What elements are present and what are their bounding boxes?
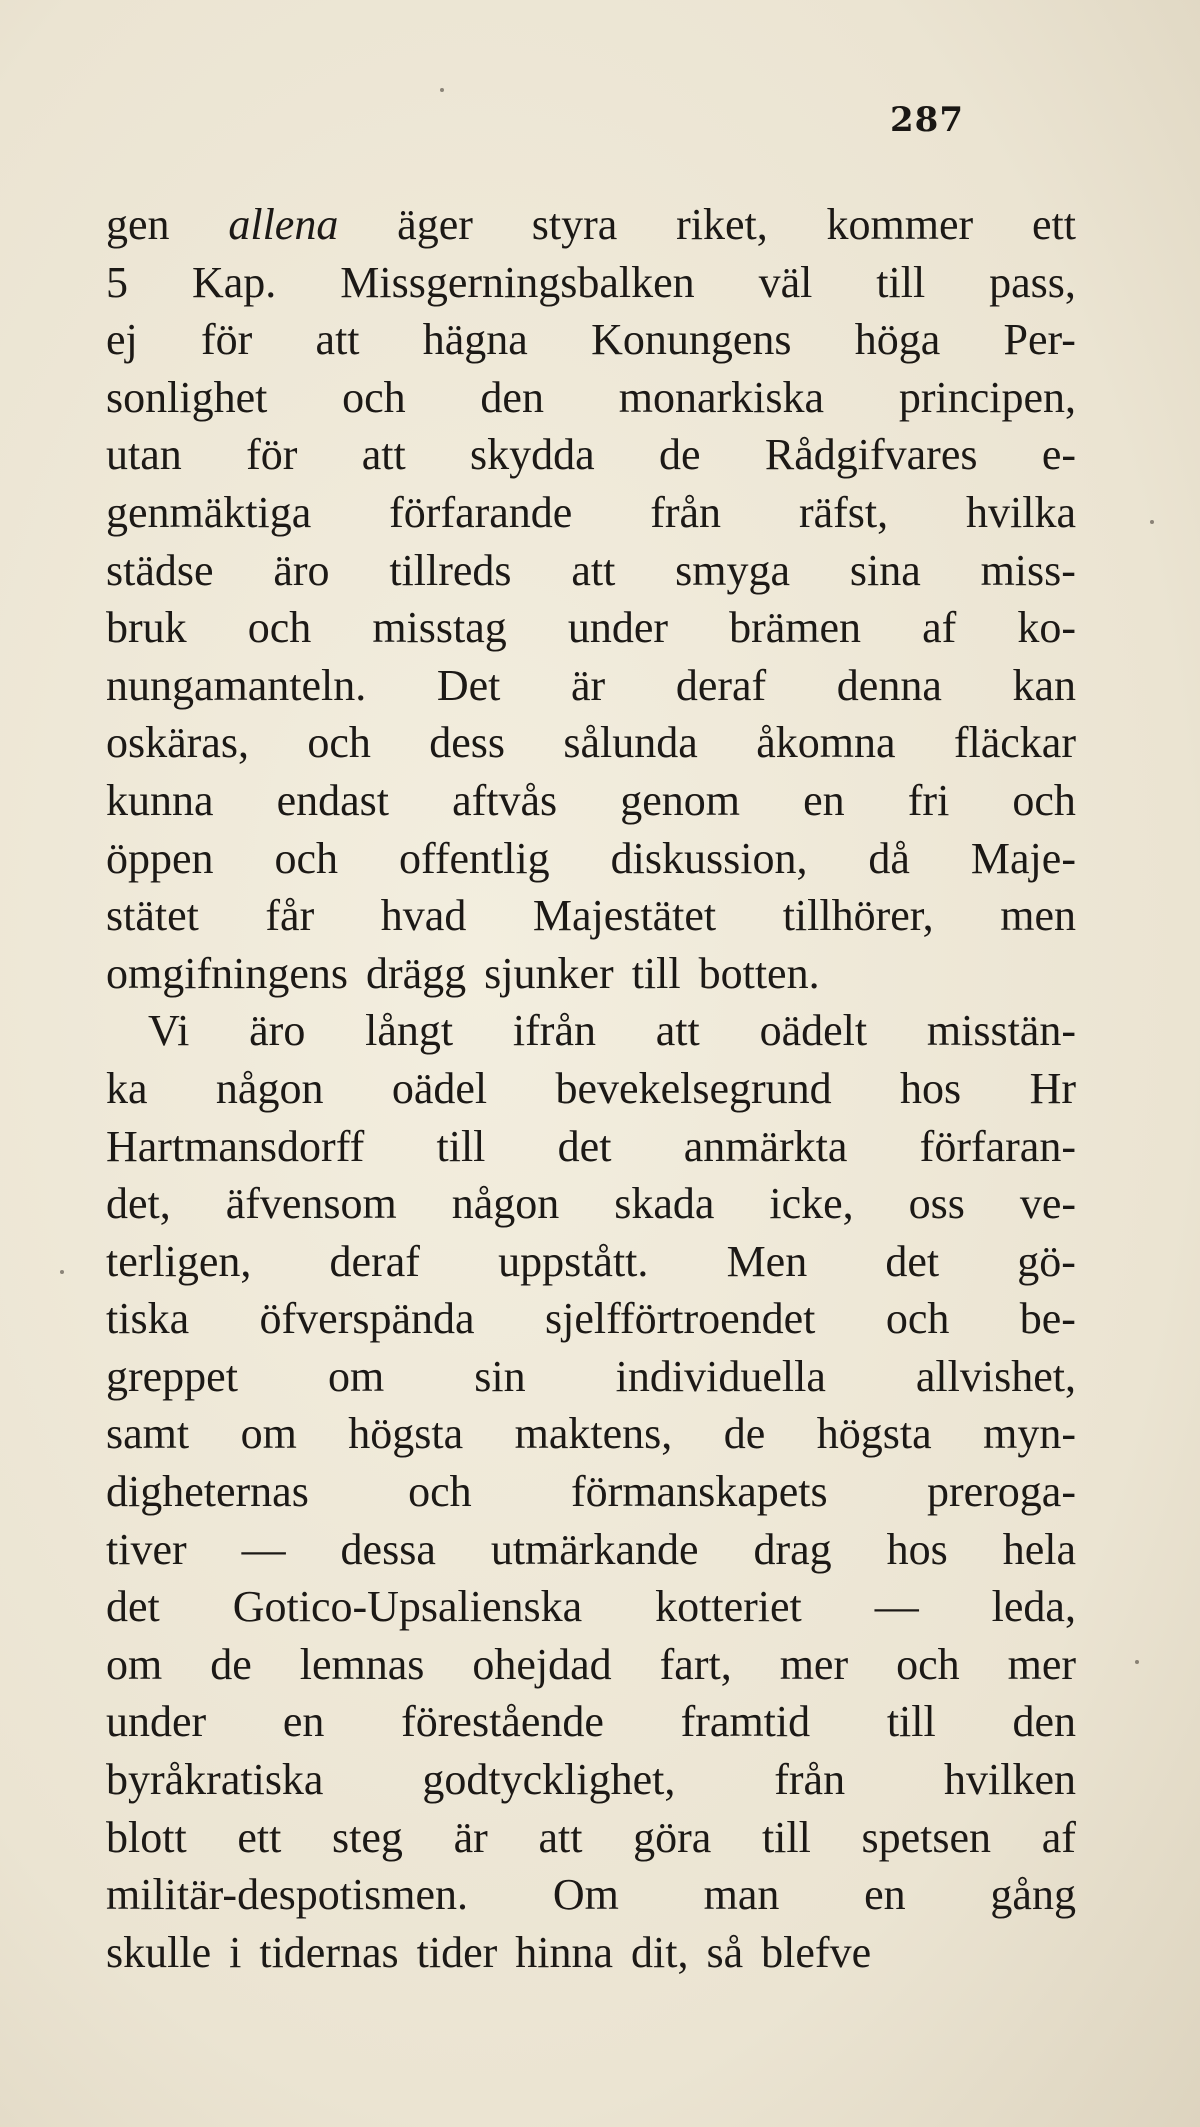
word: öfverspända	[259, 1294, 475, 1344]
word: och	[342, 372, 406, 422]
word: allvishet,	[915, 1351, 1076, 1401]
word: hinna	[515, 1927, 614, 1977]
word: att	[655, 1006, 700, 1056]
word: oädelt	[759, 1006, 868, 1056]
word: misstag	[372, 603, 507, 653]
word: framtid	[680, 1697, 811, 1747]
word: hos	[900, 1063, 962, 1113]
word: oss	[908, 1179, 965, 1229]
word: och	[896, 1639, 960, 1689]
word: Vi	[148, 1006, 190, 1056]
word: kan	[1012, 660, 1076, 710]
word: högsta	[348, 1409, 464, 1459]
text-line	[106, 1866, 1076, 1924]
word: Hr	[1029, 1063, 1076, 1113]
word: Per-	[1003, 315, 1076, 365]
text-line	[106, 1751, 1076, 1809]
word: sonlighet	[106, 372, 268, 422]
word: tiska	[106, 1294, 190, 1344]
word: åkomna	[756, 718, 896, 768]
word: dess	[429, 718, 506, 768]
word: äger	[397, 200, 473, 249]
word: att	[361, 430, 406, 480]
word: om	[327, 1351, 385, 1401]
word: —	[874, 1582, 919, 1632]
page-number: 287	[890, 100, 964, 140]
text-line	[106, 426, 1076, 484]
word: till	[886, 1697, 936, 1747]
word: brämen	[729, 603, 862, 653]
word: styra	[531, 200, 618, 249]
word: miss-	[980, 545, 1076, 595]
text-line	[106, 1809, 1076, 1867]
word: be-	[1019, 1294, 1076, 1344]
text-line	[106, 311, 1076, 369]
word: hvad	[380, 891, 467, 941]
text-line	[106, 1060, 1076, 1118]
word: om	[106, 1639, 163, 1689]
word: men	[1000, 891, 1076, 941]
word: räfst,	[798, 487, 889, 537]
word: Hartmansdorff	[106, 1121, 365, 1171]
word: af	[922, 603, 957, 653]
text-line	[106, 484, 1076, 542]
word: öppen	[106, 833, 214, 883]
word: ohejdad	[472, 1639, 612, 1689]
word: och	[885, 1294, 950, 1344]
word: långt	[365, 1006, 454, 1056]
text-line	[106, 1521, 1076, 1579]
word: hos	[886, 1524, 948, 1574]
word: offentlig	[398, 833, 550, 883]
word: allena	[228, 200, 339, 249]
word: är	[453, 1812, 488, 1862]
word: utmärkande	[490, 1524, 699, 1574]
word: Konungens	[591, 315, 792, 365]
text-line	[106, 1348, 1076, 1406]
word: myn-	[983, 1409, 1076, 1459]
word: hvilken	[944, 1755, 1076, 1805]
text-line	[106, 830, 1076, 888]
text-line	[106, 1290, 1076, 1348]
word: principen,	[898, 372, 1076, 422]
word: Om	[552, 1870, 619, 1920]
word: dessa	[340, 1524, 436, 1574]
word: de	[723, 1409, 766, 1459]
word: ka	[106, 1063, 148, 1113]
word: de	[210, 1639, 252, 1689]
word: Missgerningsbalken	[340, 257, 695, 307]
word: skulle	[106, 1927, 212, 1977]
word: tillreds	[389, 545, 512, 595]
word: mer	[1007, 1639, 1076, 1689]
word: om	[240, 1409, 297, 1459]
word: greppet	[106, 1351, 238, 1401]
word: byråkratiska	[106, 1755, 324, 1805]
word: den	[1012, 1697, 1076, 1747]
word: misstän-	[926, 1006, 1076, 1056]
word: och	[1012, 775, 1076, 825]
text-line	[106, 1405, 1076, 1463]
text-line	[106, 1118, 1076, 1176]
word: till	[876, 257, 926, 307]
word: någon	[215, 1063, 324, 1113]
word: oädel	[391, 1063, 488, 1113]
word: genmäktiga	[106, 487, 312, 537]
word: högsta	[816, 1409, 932, 1459]
body-text	[106, 196, 1076, 1981]
word: —	[241, 1524, 286, 1574]
word: från	[774, 1755, 846, 1805]
word: bevekelsegrund	[555, 1063, 832, 1113]
word: äro	[249, 1006, 306, 1056]
word: det	[885, 1236, 940, 1286]
word: sina	[849, 545, 921, 595]
word: sin	[474, 1351, 526, 1401]
word: från	[650, 487, 722, 537]
text-line	[106, 1924, 1076, 1982]
word: man	[703, 1870, 780, 1920]
word: spetsen	[861, 1812, 992, 1862]
word: under	[567, 603, 669, 653]
word: förestående	[401, 1697, 604, 1747]
word: nungamanteln.	[106, 660, 367, 710]
word: endast	[276, 775, 390, 825]
word: stätet	[106, 891, 199, 941]
word: ve-	[1019, 1179, 1076, 1229]
word: monarkiska	[618, 372, 825, 422]
word: mer	[779, 1639, 849, 1689]
word: samt	[106, 1409, 190, 1459]
word: gö-	[1017, 1236, 1076, 1286]
text-line	[106, 887, 1076, 945]
word: sjelfförtroendet	[544, 1294, 816, 1344]
word: och	[408, 1467, 472, 1517]
word: oskäras,	[106, 718, 249, 768]
word: fart,	[659, 1639, 732, 1689]
word: militär-despotismen.	[106, 1870, 469, 1920]
word: lemnas	[299, 1639, 425, 1689]
word: genom	[620, 775, 741, 825]
word: deraf	[675, 660, 767, 710]
word: skydda	[470, 430, 595, 480]
word: sålunda	[563, 718, 698, 768]
word: drägg	[365, 948, 467, 998]
word: då	[868, 833, 910, 883]
word: och	[247, 603, 312, 653]
word: steg	[332, 1812, 403, 1862]
word: ko-	[1017, 603, 1076, 653]
word: kunna	[106, 775, 214, 825]
word: kommer	[826, 200, 974, 249]
word: hvilka	[966, 487, 1076, 537]
word: individuella	[615, 1351, 826, 1401]
word: Men	[726, 1236, 808, 1286]
text-line	[106, 599, 1076, 657]
word: är	[571, 660, 606, 710]
text-line	[106, 772, 1076, 830]
text-line	[106, 1636, 1076, 1694]
text-line	[106, 1578, 1076, 1636]
word: och	[274, 833, 339, 883]
word: 5	[106, 257, 128, 307]
word: ej	[106, 315, 138, 365]
word: Rådgifvares	[764, 430, 978, 480]
paper-speck	[1135, 1660, 1139, 1664]
text-line	[106, 196, 1076, 254]
word: det,	[106, 1179, 171, 1229]
text-line	[106, 369, 1076, 427]
word: att	[538, 1812, 583, 1862]
word: hela	[1002, 1524, 1076, 1574]
word: blefve	[761, 1927, 872, 1977]
word: icke,	[769, 1179, 854, 1229]
word: till	[761, 1812, 811, 1862]
word: digheternas	[106, 1467, 309, 1517]
word: förfaran-	[919, 1121, 1076, 1171]
word: kotteriet	[655, 1582, 802, 1632]
word: smyga	[675, 545, 791, 595]
text-line	[106, 1175, 1076, 1233]
word: denna	[836, 660, 942, 710]
word: tillhörer,	[782, 891, 934, 941]
text-line	[106, 542, 1076, 600]
word: Det	[436, 660, 501, 710]
word: till	[631, 948, 681, 998]
word: leda,	[991, 1582, 1076, 1632]
word: för	[246, 430, 298, 480]
text-line	[106, 254, 1076, 312]
word: preroga-	[926, 1467, 1076, 1517]
word: det	[557, 1121, 612, 1171]
word: för	[201, 315, 253, 365]
word: sjunker	[484, 948, 614, 998]
word: ett	[237, 1812, 282, 1862]
word: anmärkta	[683, 1121, 848, 1171]
word: väl	[758, 257, 813, 307]
word: de	[659, 430, 701, 480]
word: Kap.	[191, 257, 277, 307]
word: under	[106, 1697, 207, 1747]
word: en	[803, 775, 845, 825]
text-line	[106, 1233, 1076, 1291]
word: pass,	[989, 257, 1076, 307]
word: riket,	[676, 200, 768, 249]
word: af	[1041, 1812, 1076, 1862]
text-line	[106, 1002, 1076, 1060]
word: en	[864, 1870, 906, 1920]
word: att	[315, 315, 360, 365]
word: hägna	[422, 315, 528, 365]
word: skada	[614, 1179, 715, 1229]
word: Maje-	[970, 833, 1076, 883]
word: deraf	[329, 1236, 420, 1286]
word: en	[282, 1697, 325, 1747]
word: drag	[753, 1524, 832, 1574]
word: äfvensom	[225, 1179, 397, 1229]
word: höga	[854, 315, 941, 365]
word: uppstått.	[498, 1236, 649, 1286]
text-line	[106, 1693, 1076, 1751]
word: terligen,	[106, 1236, 252, 1286]
word: äro	[273, 545, 330, 595]
text-line	[106, 945, 1076, 1003]
word: Majestätet	[532, 891, 717, 941]
word: fri	[907, 775, 950, 825]
word: gång	[990, 1870, 1076, 1920]
word: ett	[1032, 200, 1076, 249]
word: i	[229, 1927, 242, 1977]
word: Gotico-Upsalienska	[232, 1582, 583, 1632]
paper-speck	[440, 88, 444, 92]
word: förfarande	[389, 487, 573, 537]
paper-speck	[60, 1270, 64, 1274]
word: godtycklighet,	[422, 1755, 676, 1805]
word: bruk	[106, 603, 187, 653]
word: ifrån	[512, 1006, 596, 1056]
word: diskussion,	[610, 833, 808, 883]
text-line	[106, 714, 1076, 772]
word: utan	[106, 430, 182, 480]
word: den	[480, 372, 544, 422]
word: förmanskapets	[571, 1467, 828, 1517]
word: tider	[416, 1927, 498, 1977]
word: maktens,	[514, 1409, 673, 1459]
word: omgifningens	[106, 948, 348, 998]
word: städse	[106, 545, 214, 595]
word: göra	[633, 1812, 712, 1862]
word: så	[706, 1927, 744, 1977]
word: botten.	[698, 948, 820, 998]
paper-speck	[1150, 520, 1154, 524]
text-line	[106, 1463, 1076, 1521]
word: tidernas	[259, 1927, 399, 1977]
word: någon	[451, 1179, 560, 1229]
word: blott	[106, 1812, 187, 1862]
word: får	[265, 891, 315, 941]
word: det	[106, 1582, 160, 1632]
word: att	[571, 545, 616, 595]
text-line	[106, 657, 1076, 715]
word: tiver	[106, 1524, 187, 1574]
word: och	[307, 718, 371, 768]
word: dit,	[631, 1927, 689, 1977]
word: e-	[1041, 430, 1076, 480]
word: aftvås	[452, 775, 558, 825]
word: till	[436, 1121, 486, 1171]
word: gen	[106, 200, 170, 249]
word: fläckar	[953, 718, 1076, 768]
